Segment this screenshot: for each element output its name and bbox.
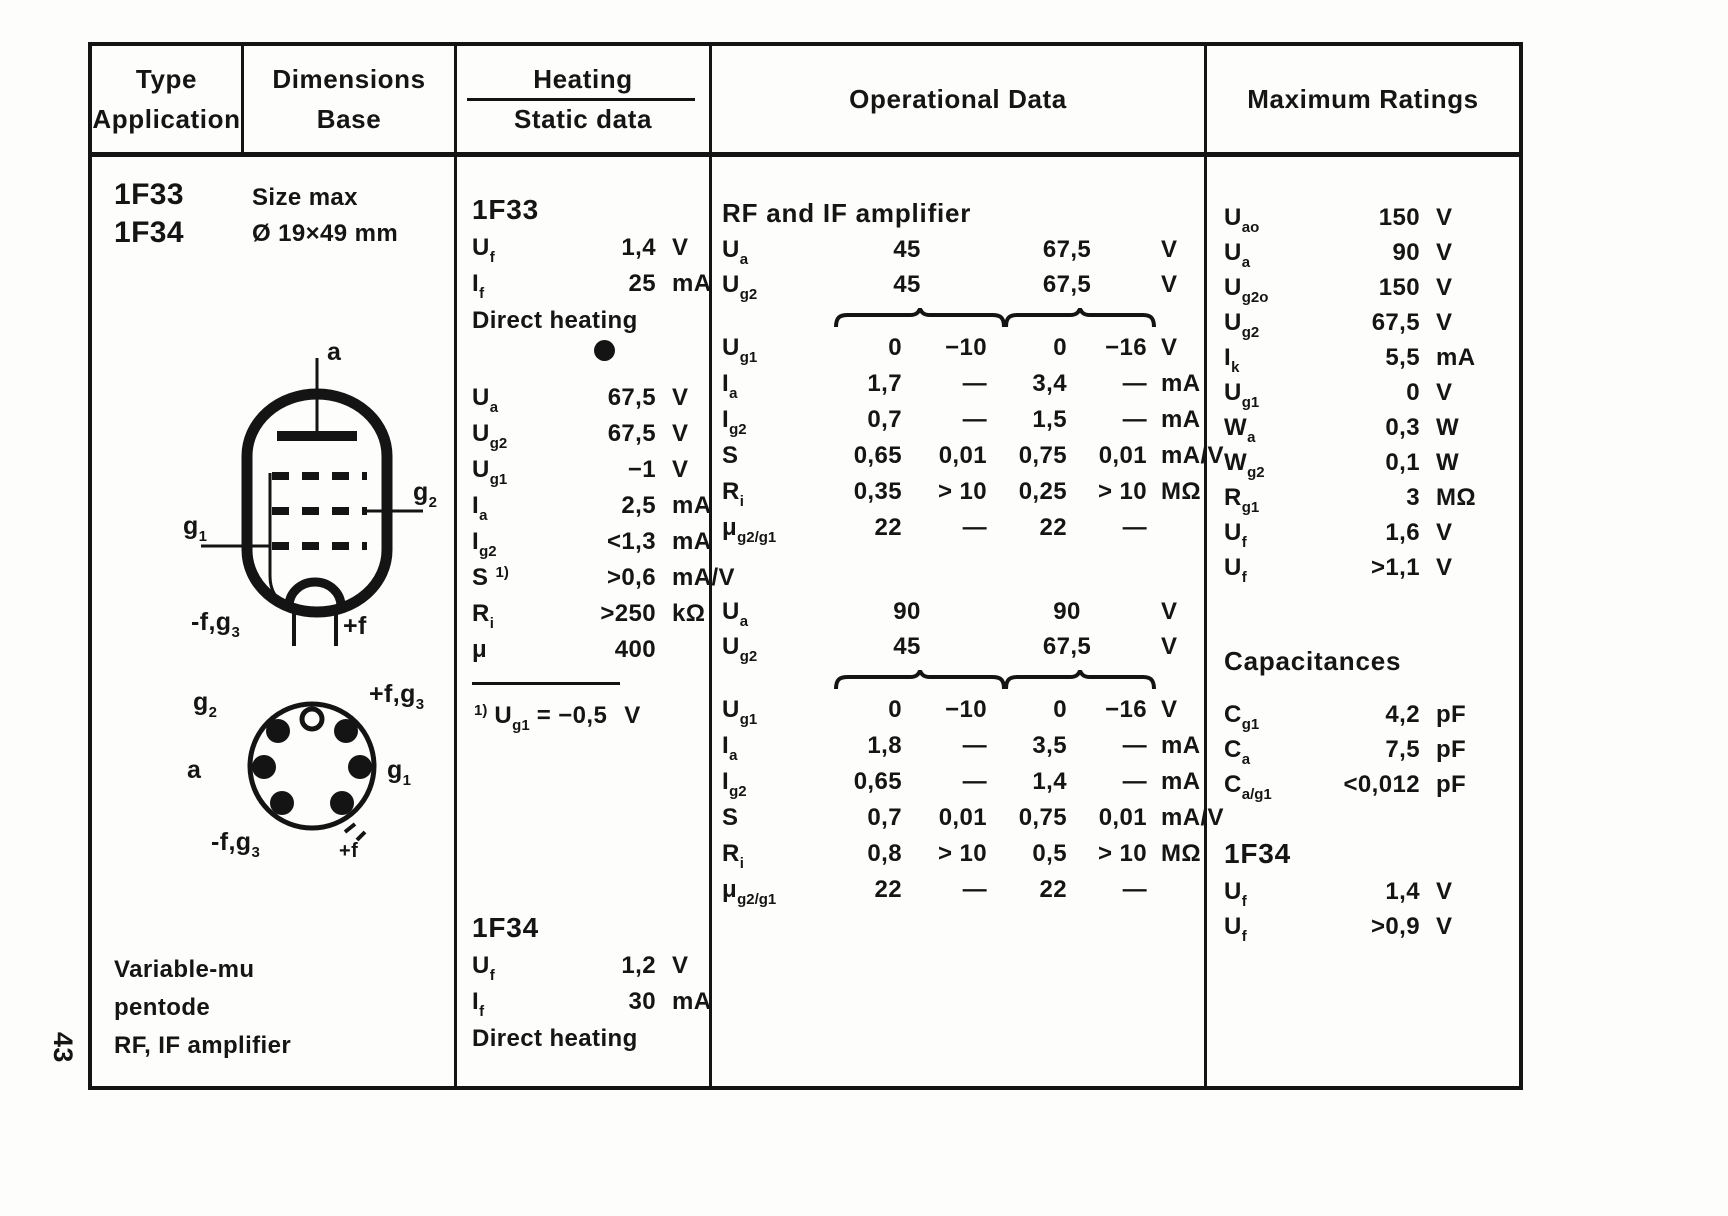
param-unit: pF xyxy=(1436,771,1467,798)
param-value: 67,5 xyxy=(1371,309,1420,336)
param-symbol: $W_{g2}$ xyxy=(1224,449,1265,481)
page-number: 43 xyxy=(48,1032,78,1063)
param-value: 25 xyxy=(628,270,656,297)
param-value: — xyxy=(1122,514,1147,541)
param-value: 0,25 xyxy=(1018,478,1067,505)
param-value: 3 xyxy=(1406,484,1420,511)
range-brace xyxy=(1004,670,1156,690)
param-unit: V xyxy=(1436,554,1453,581)
param-value: <0,012 xyxy=(1343,771,1420,798)
param-value: > 10 xyxy=(938,840,987,867)
param-value: 1,4 xyxy=(621,234,656,261)
param-row xyxy=(722,406,1200,442)
param-value: >250 xyxy=(600,600,656,627)
param-value: 0,01 xyxy=(938,804,987,831)
capacitance-rows xyxy=(1224,701,1509,806)
param-row xyxy=(722,236,1200,271)
param-row xyxy=(1224,309,1509,344)
param-value: 2,5 xyxy=(621,492,656,519)
param-value: 1,4 xyxy=(1385,878,1420,905)
param-value: 67,5 xyxy=(1042,236,1092,263)
param-symbol: $R_i$ xyxy=(722,478,744,510)
max-1f34-rows xyxy=(1224,878,1509,948)
param-unit: V xyxy=(1436,274,1453,301)
param-unit: mA/V xyxy=(672,564,735,591)
divider xyxy=(454,46,457,1086)
header-label: Static data xyxy=(513,104,653,134)
param-unit: mA/V xyxy=(1161,804,1224,831)
param-symbol: $U_{g1}$ xyxy=(722,696,758,728)
param-value: 22 xyxy=(1039,876,1067,903)
application-text xyxy=(114,951,291,1065)
param-unit: mA xyxy=(672,528,712,555)
bullet-icon xyxy=(594,340,615,361)
param-unit: MΩ xyxy=(1161,840,1202,867)
param-symbol: $W_a$ xyxy=(1224,414,1256,446)
range-brace xyxy=(1004,308,1156,328)
param-unit: V xyxy=(1436,913,1453,940)
footnote-marker: 1) xyxy=(474,702,488,719)
param-row xyxy=(1224,484,1509,519)
tube-type-list xyxy=(114,176,184,252)
param-value: 0 xyxy=(888,696,902,723)
param-row xyxy=(1224,554,1509,589)
param-unit: mA xyxy=(672,988,712,1015)
param-value: 67,5 xyxy=(607,384,656,411)
param-symbol: $U_a$ xyxy=(722,598,749,630)
param-value: 0,65 xyxy=(853,442,902,469)
param-symbol: $\mu_{g2/g1}$ xyxy=(722,876,777,908)
param-symbol: S $^{1)}$ xyxy=(472,564,509,591)
tube-symbol-drawing xyxy=(177,336,447,651)
param-unit: mA/V xyxy=(1161,442,1224,469)
param-unit: pF xyxy=(1436,736,1467,763)
param-unit: pF xyxy=(1436,701,1467,728)
header-label: Dimensions xyxy=(272,64,426,94)
param-symbol: $U_f$ xyxy=(472,234,495,266)
heating-1f33 xyxy=(472,194,712,335)
param-row xyxy=(722,804,1224,840)
application-line: Variable-mu xyxy=(114,956,255,983)
size-label: Size max xyxy=(252,184,358,211)
param-row xyxy=(722,840,1200,876)
param-unit: V xyxy=(1161,696,1178,723)
param-unit: W xyxy=(1436,414,1460,441)
param-row xyxy=(472,270,712,306)
param-row xyxy=(722,442,1224,478)
param-row xyxy=(1224,344,1509,379)
g2-label: $g_2$ xyxy=(413,478,438,511)
param-symbol: $I_f$ xyxy=(472,270,485,302)
application-line: pentode xyxy=(114,994,211,1021)
direct-heating-note: Direct heating xyxy=(472,307,638,334)
param-symbol: $I_f$ xyxy=(472,988,485,1020)
param-symbol: $I_a$ xyxy=(472,492,488,524)
param-symbol: $R_i$ xyxy=(472,600,494,632)
param-unit: W xyxy=(1436,449,1460,476)
param-value: <1,3 xyxy=(607,528,656,555)
param-value: 0 xyxy=(1053,334,1067,361)
param-value: −16 xyxy=(1105,696,1147,723)
param-row xyxy=(472,952,704,988)
param-value: 1,4 xyxy=(1032,768,1067,795)
header-label: Type xyxy=(135,64,198,94)
heating-1f34 xyxy=(472,912,712,1053)
header-type-application xyxy=(92,46,241,152)
section-title: 1F34 xyxy=(1224,838,1292,869)
param-symbol: $R_i$ xyxy=(722,840,744,872)
param-symbol: $U_{g2o}$ xyxy=(1224,274,1269,306)
filament-g3-label: $-f,g_3$ xyxy=(191,608,240,641)
header-sub-divider xyxy=(467,98,695,101)
param-value: 90 xyxy=(1392,239,1420,266)
param-row xyxy=(1224,274,1509,309)
param-row xyxy=(472,492,712,528)
param-row xyxy=(472,420,704,456)
param-value: −10 xyxy=(945,696,987,723)
param-symbol: $C_a$ xyxy=(1224,736,1251,768)
param-unit: V xyxy=(1161,236,1178,263)
param-value: 0,01 xyxy=(938,442,987,469)
param-value: 0,8 xyxy=(867,840,902,867)
param-symbol: $R_{g1}$ xyxy=(1224,484,1260,516)
param-symbol: $U_a$ xyxy=(472,384,499,416)
param-symbol: $U_{g2}$ xyxy=(1224,309,1260,341)
param-symbol: $U_f$ xyxy=(472,952,495,984)
param-symbol: $I_{g2}$ xyxy=(472,528,497,560)
param-symbol: S xyxy=(722,442,739,469)
param-value: — xyxy=(962,514,987,541)
param-value: 90 xyxy=(1053,598,1081,625)
param-row xyxy=(722,334,1200,370)
tube-type: 1F34 xyxy=(114,216,184,249)
param-value: > 10 xyxy=(938,478,987,505)
param-symbol: $U_{g2}$ xyxy=(722,633,758,665)
param-row xyxy=(1224,379,1509,414)
param-value: >0,6 xyxy=(607,564,656,591)
anode-label: a xyxy=(327,338,342,366)
param-unit: V xyxy=(1436,519,1453,546)
divider xyxy=(1204,46,1207,1086)
param-value: 67,5 xyxy=(1042,271,1092,298)
param-value: — xyxy=(962,876,987,903)
param-unit: V xyxy=(672,456,689,483)
param-value: 0 xyxy=(1053,696,1067,723)
param-value: 7,5 xyxy=(1385,736,1420,763)
param-row xyxy=(722,514,1200,550)
param-symbol: $U_{ao}$ xyxy=(1224,204,1260,236)
param-unit: MΩ xyxy=(1161,478,1202,505)
header-label: Heating xyxy=(533,64,633,94)
header-label: Base xyxy=(316,104,382,134)
param-unit: mA xyxy=(1161,406,1201,433)
base-g2-label: $g_2$ xyxy=(193,688,218,721)
param-value: 1,8 xyxy=(867,732,902,759)
param-symbol: $I_k$ xyxy=(1224,344,1240,376)
param-value: 4,2 xyxy=(1385,701,1420,728)
param-value: −1 xyxy=(627,456,656,483)
param-row xyxy=(472,988,712,1024)
param-symbol: $U_{g1}$ xyxy=(1224,379,1260,411)
param-row xyxy=(1224,701,1509,736)
operational-data xyxy=(722,46,1224,1086)
param-unit: V xyxy=(1436,309,1453,336)
param-symbol: $U_{g2}$ xyxy=(722,271,758,303)
param-unit: mA xyxy=(1161,732,1201,759)
param-row xyxy=(1224,414,1509,449)
param-value: 0,35 xyxy=(853,478,902,505)
param-value: 22 xyxy=(1039,514,1067,541)
param-unit: V xyxy=(1436,379,1453,406)
param-row xyxy=(722,370,1200,406)
capacitances-title: Capacitances xyxy=(1224,646,1402,676)
param-symbol: $C_{g1}$ xyxy=(1224,701,1260,733)
param-row xyxy=(722,271,1200,306)
base-fg3-top-label: $+f,g_3$ xyxy=(369,680,425,713)
param-symbol: $U_a$ xyxy=(1224,239,1251,271)
size-value: Ø 19×49 mm xyxy=(252,220,399,247)
param-value: 0,5 xyxy=(1032,840,1067,867)
param-value: — xyxy=(962,370,987,397)
param-value: 1,2 xyxy=(621,952,656,979)
param-row xyxy=(1224,878,1509,913)
op-block-2-rows xyxy=(722,696,1224,912)
param-value: 0,01 xyxy=(1098,804,1147,831)
param-value: 45 xyxy=(893,633,921,660)
param-value: 0,1 xyxy=(1385,449,1420,476)
param-symbol: $I_a$ xyxy=(722,732,738,764)
param-value: 5,5 xyxy=(1385,344,1420,371)
size-info xyxy=(252,180,398,252)
param-unit: V xyxy=(1161,633,1178,660)
param-value: 0 xyxy=(1406,379,1420,406)
param-value: 67,5 xyxy=(1042,633,1092,660)
param-unit: V xyxy=(672,234,689,261)
maximum-ratings xyxy=(1224,46,1509,1086)
param-value: 1,7 xyxy=(867,370,902,397)
param-value: 1,5 xyxy=(1032,406,1067,433)
footnote xyxy=(474,702,641,734)
param-value: 0,65 xyxy=(853,768,902,795)
param-value: >0,9 xyxy=(1371,913,1420,940)
param-value: — xyxy=(1122,370,1147,397)
param-unit: V xyxy=(624,702,641,729)
param-row xyxy=(722,768,1200,804)
param-symbol: $\mu_{g2/g1}$ xyxy=(722,514,777,546)
filament-plus-label: +f xyxy=(343,612,367,640)
datasheet-table xyxy=(88,42,1523,1090)
param-symbol: S xyxy=(722,804,739,831)
param-row xyxy=(722,598,1200,633)
param-row xyxy=(472,564,735,600)
header-label: Maximum Ratings xyxy=(1247,84,1479,114)
base-fg3-bottom-label: $-f,g_3$ xyxy=(211,828,260,861)
param-symbol: $I_a$ xyxy=(722,370,738,402)
param-symbol: $I_{g2}$ xyxy=(722,768,747,800)
param-symbol: $U_f$ xyxy=(1224,878,1247,910)
param-row xyxy=(472,600,704,636)
param-value: 0,7 xyxy=(867,804,902,831)
base-pinout xyxy=(187,664,447,874)
param-unit: mA xyxy=(672,270,712,297)
section-title: RF and IF amplifier xyxy=(722,198,972,228)
range-brace xyxy=(834,670,1006,690)
param-symbol: $U_{g1}$ xyxy=(494,702,530,734)
param-symbol: $U_{g1}$ xyxy=(722,334,758,366)
param-value: — xyxy=(962,406,987,433)
param-unit: V xyxy=(1161,334,1178,361)
param-value: 0,3 xyxy=(1385,414,1420,441)
g1-label: $g_1$ xyxy=(183,512,208,545)
param-row xyxy=(1224,519,1509,554)
param-value: 22 xyxy=(874,514,902,541)
param-value: — xyxy=(1122,876,1147,903)
param-row xyxy=(472,528,712,564)
range-brace xyxy=(834,308,1006,328)
param-value: 400 xyxy=(614,636,656,663)
tube-schematic xyxy=(177,336,447,651)
op-block-2 xyxy=(722,598,1200,668)
static-data-1f33 xyxy=(472,384,735,672)
param-row xyxy=(722,478,1200,514)
param-value: >1,1 xyxy=(1371,554,1420,581)
param-unit: mA xyxy=(1161,768,1201,795)
param-value: 0,75 xyxy=(1018,442,1067,469)
param-value: — xyxy=(1122,768,1147,795)
param-unit: mA xyxy=(1161,370,1201,397)
param-unit: V xyxy=(1436,239,1453,266)
param-unit: V xyxy=(672,384,689,411)
param-value: 3,5 xyxy=(1032,732,1067,759)
param-unit: mA xyxy=(672,492,712,519)
param-unit: MΩ xyxy=(1436,484,1477,511)
param-row xyxy=(472,636,704,672)
param-row xyxy=(722,696,1200,732)
param-value: 90 xyxy=(893,598,921,625)
param-symbol: $U_f$ xyxy=(1224,519,1247,551)
param-unit: kΩ xyxy=(672,600,706,627)
param-value: — xyxy=(962,732,987,759)
header-label: Application xyxy=(92,104,241,134)
op-block-1-rows xyxy=(722,334,1224,550)
op-block-1 xyxy=(722,236,1200,306)
param-row xyxy=(472,234,704,270)
param-unit: mA xyxy=(1436,344,1476,371)
param-row xyxy=(1224,204,1509,239)
param-symbol: μ xyxy=(472,636,488,663)
param-row xyxy=(1224,771,1509,806)
param-value: −10 xyxy=(945,334,987,361)
param-value: 0,7 xyxy=(867,406,902,433)
footnote-text: = −0,5 xyxy=(536,702,608,729)
param-value: > 10 xyxy=(1098,840,1147,867)
param-row xyxy=(722,876,1200,912)
direct-heating-note: Direct heating xyxy=(472,1025,638,1052)
param-value: 3,4 xyxy=(1032,370,1067,397)
section-title: 1F34 xyxy=(472,912,540,943)
param-row xyxy=(472,456,704,492)
param-symbol: $U_{g2}$ xyxy=(472,420,508,452)
application-line: RF, IF amplifier xyxy=(114,1032,292,1059)
base-g1-label: $g_1$ xyxy=(387,756,412,789)
param-unit: V xyxy=(1161,271,1178,298)
param-unit: V xyxy=(672,952,689,979)
param-unit: V xyxy=(1436,878,1453,905)
max-ratings-rows xyxy=(1224,204,1509,589)
param-value: 45 xyxy=(893,271,921,298)
param-symbol: $U_a$ xyxy=(722,236,749,268)
param-value: — xyxy=(962,768,987,795)
param-unit: V xyxy=(1161,598,1178,625)
param-row xyxy=(472,384,704,420)
tube-type: 1F33 xyxy=(114,178,184,211)
base-anode-label: a xyxy=(187,756,202,784)
base-fplus-label: +f xyxy=(339,840,359,862)
param-row xyxy=(722,732,1200,768)
param-value: — xyxy=(1122,406,1147,433)
param-symbol: $U_f$ xyxy=(1224,554,1247,586)
section-title: 1F33 xyxy=(472,194,540,225)
param-row xyxy=(1224,449,1509,484)
param-value: 1,6 xyxy=(1385,519,1420,546)
param-symbol: $U_{g1}$ xyxy=(472,456,508,488)
param-value: > 10 xyxy=(1098,478,1147,505)
param-symbol: $I_{g2}$ xyxy=(722,406,747,438)
param-value: 150 xyxy=(1378,274,1420,301)
param-value: 0,75 xyxy=(1018,804,1067,831)
header-label: Operational Data xyxy=(849,84,1067,114)
param-value: 22 xyxy=(874,876,902,903)
param-unit: V xyxy=(1436,204,1453,231)
param-value: — xyxy=(1122,732,1147,759)
header-dimensions-base xyxy=(244,46,454,152)
param-value: 45 xyxy=(893,236,921,263)
param-symbol: $U_f$ xyxy=(1224,913,1247,945)
param-value: 30 xyxy=(628,988,656,1015)
param-value: 150 xyxy=(1378,204,1420,231)
param-row xyxy=(1224,736,1509,771)
param-value: 0,01 xyxy=(1098,442,1147,469)
param-value: −16 xyxy=(1105,334,1147,361)
footnote-rule xyxy=(472,682,620,685)
param-unit: V xyxy=(672,420,689,447)
param-value: 0 xyxy=(888,334,902,361)
param-row xyxy=(1224,239,1509,274)
param-row xyxy=(1224,913,1509,948)
header-heating-static xyxy=(457,46,709,152)
param-value: 67,5 xyxy=(607,420,656,447)
param-symbol: $C_{a/g1}$ xyxy=(1224,771,1272,803)
param-row xyxy=(722,633,1200,668)
